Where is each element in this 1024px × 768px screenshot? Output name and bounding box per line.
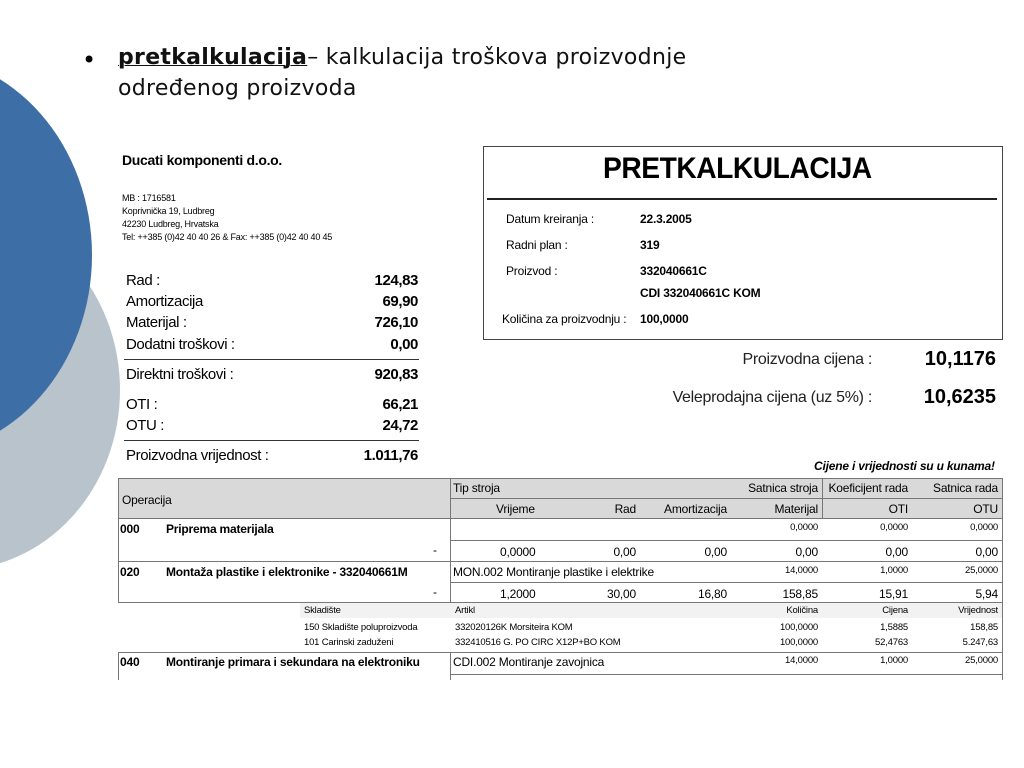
header-tip-stroja: Tip stroja: [453, 481, 500, 495]
field-label: Količina za proizvodnju :: [502, 312, 627, 326]
header-amortizacija: Amortizacija: [664, 502, 727, 516]
grid-line: [450, 478, 451, 602]
sub-header-vrijednost: Vrijednost: [958, 605, 998, 616]
sub-artikl: 332020126K Morsiteira KOM: [455, 622, 573, 633]
address-line: MB : 1716581: [122, 193, 176, 203]
company-address: [122, 192, 332, 244]
header-satnica-stroja: Satnica stroja: [748, 481, 818, 495]
grid-line: [118, 652, 119, 680]
op-satnica-rada: 0,0000: [970, 522, 998, 533]
grid-line: [450, 674, 1002, 675]
grid-line: [118, 518, 1002, 519]
sub-header-skladiste: Skladište: [304, 605, 341, 616]
sub-skladiste: 101 Carinski zaduženi: [304, 637, 394, 648]
sub-skladiste: 150 Skladište poluproizvoda: [304, 622, 418, 633]
op-vrijeme: 1,2000: [500, 587, 536, 601]
op-dash: -: [433, 543, 437, 557]
cost-label: Materijal :: [126, 314, 187, 331]
cost-value: 1.011,76: [363, 447, 418, 464]
address-line: 42230 Ludbreg, Hrvatska: [122, 219, 219, 229]
sub-artikl: 332410516 G. PO CIRC X12P+BO KOM: [455, 637, 621, 648]
op-otu: 5,94: [975, 587, 998, 601]
field-value: 319: [640, 238, 660, 252]
op-materijal: 0,00: [795, 545, 818, 559]
op-oti: 0,00: [885, 545, 908, 559]
cost-label: Amortizacija: [126, 293, 203, 310]
sub-header-artikl: Artikl: [455, 605, 475, 616]
sub-vrijednost: 5.247,63: [962, 637, 998, 648]
cost-value: 69,90: [382, 293, 418, 310]
company-name: Ducati komponenti d.o.o.: [122, 152, 283, 168]
grid-line: [450, 540, 1002, 541]
sub-header-kolicina: Količina: [786, 605, 818, 616]
op-satnica-stroja: 0,0000: [790, 522, 818, 533]
grid-line: [118, 652, 1002, 653]
field-value: 332040661C: [640, 264, 707, 278]
grid-line: [450, 582, 1002, 583]
cost-label: Direktni troškovi :: [126, 366, 234, 383]
sub-header-cijena: Cijena: [882, 605, 908, 616]
op-machine: CDI.002 Montiranje zavojnica: [453, 655, 605, 669]
cost-value: 66,21: [382, 396, 418, 413]
cost-row-amortizacija: [126, 293, 418, 314]
cost-row-direktni: [126, 366, 418, 387]
op-koeficijent: 0,0000: [880, 522, 908, 533]
divider: [124, 440, 419, 441]
header-koeficijent-rada: Koeficijent rada: [828, 481, 908, 495]
op-rad: 0,00: [613, 545, 636, 559]
grid-line: [118, 561, 1002, 562]
op-amortizacija: 16,80: [697, 587, 727, 601]
price-value: 10,6235: [923, 386, 996, 408]
address-line: Tel: ++385 (0)42 40 40 26 & Fax: ++385 (0)42 40 40 45: [122, 232, 333, 242]
field-value: 100,0000: [640, 312, 689, 326]
op-satnica-rada: 25,0000: [965, 565, 998, 576]
cost-value: 24,72: [382, 417, 418, 434]
pretkalkulacija-title: PRETKALKULACIJA: [603, 152, 872, 185]
cost-label: OTU :: [126, 417, 164, 434]
op-materijal: 158,85: [782, 587, 818, 601]
header-vrijeme: Vrijeme: [496, 502, 535, 516]
cost-row-otu: [126, 417, 418, 438]
header-otu: OTU: [973, 502, 998, 516]
op-vrijeme: 0,0000: [500, 545, 536, 559]
price-label: Veleprodajna cijena (uz 5%) :: [672, 389, 872, 406]
grid-line: [118, 478, 1002, 479]
cost-row-rad: [126, 272, 418, 293]
op-code: 040: [120, 655, 140, 669]
field-value: 22.3.2005: [640, 212, 692, 226]
cost-label: Dodatni troškovi :: [126, 336, 235, 353]
grid-line: [822, 478, 823, 518]
cost-label: OTI :: [126, 396, 158, 413]
sub-cijena: 52,4763: [875, 637, 908, 648]
divider: [124, 359, 419, 360]
op-oti: 15,91: [878, 587, 908, 601]
op-koeficijent: 1,0000: [880, 655, 908, 666]
op-otu: 0,00: [975, 545, 998, 559]
op-name: Montiranje primara i sekundara na elektroniku: [166, 655, 420, 669]
cost-value: 0,00: [390, 336, 418, 353]
cost-row-dodatni: [126, 336, 418, 357]
heading-definition-line1: – kalkulacija troškova proizvodnje: [307, 45, 687, 70]
op-rad: 30,00: [606, 587, 636, 601]
price-value: 10,1176: [924, 348, 996, 370]
heading-term: pretkalkulacija: [118, 45, 308, 70]
op-code: 020: [120, 565, 140, 579]
field-label: Datum kreiranja :: [506, 212, 594, 226]
cost-value: 124,83: [374, 272, 418, 289]
sub-cijena: 1,5885: [880, 622, 908, 633]
header-satnica-rada: Satnica rada: [933, 481, 998, 495]
cost-row-proizvodna-vrijednost: [126, 447, 418, 468]
price-label: Proizvodna cijena :: [742, 351, 872, 368]
op-machine: MON.002 Montiranje plastike i elektrike: [453, 565, 654, 579]
cost-label: Proizvodna vrijednost :: [126, 447, 269, 464]
field-label: Radni plan :: [506, 238, 568, 252]
header-oti: OTI: [888, 502, 908, 516]
heading-definition-line2: određenog proizvoda: [118, 76, 357, 101]
field-label: Proizvod :: [506, 264, 558, 278]
sub-kolicina: 100,0000: [779, 637, 818, 648]
sub-vrijednost: 158,85: [970, 622, 998, 633]
header-materijal: Materijal: [774, 502, 818, 516]
op-satnica-rada: 25,0000: [965, 655, 998, 666]
grid-line: [118, 602, 1002, 603]
op-satnica-stroja: 14,0000: [785, 565, 818, 576]
cost-label: Rad :: [126, 272, 160, 289]
op-satnica-stroja: 14,0000: [785, 655, 818, 666]
grid-line: [450, 652, 451, 680]
currency-note: Cijene i vrijednosti su u kunama!: [814, 459, 995, 473]
op-dash: -: [433, 585, 437, 599]
address-line: Koprivnička 19, Ludbreg: [122, 206, 215, 216]
op-amortizacija: 0,00: [704, 545, 727, 559]
op-name: Priprema materijala: [166, 522, 274, 536]
bullet-icon: •: [82, 46, 97, 74]
slide-heading: [118, 42, 818, 104]
sub-kolicina: 100,0000: [779, 622, 818, 633]
field-value: CDI 332040661C KOM: [640, 286, 761, 300]
header-operacija: Operacija: [122, 493, 172, 507]
cost-value: 920,83: [374, 366, 418, 383]
title-underline: [487, 198, 997, 200]
grid-line: [1002, 478, 1003, 680]
op-name: Montaža plastike i elektronike - 332040661M: [166, 565, 408, 579]
grid-line: [118, 478, 119, 602]
grid-line: [450, 498, 1002, 499]
header-rad: Rad: [614, 502, 636, 516]
cost-row-materijal: [126, 314, 418, 335]
cost-value: 726,10: [374, 314, 418, 331]
op-koeficijent: 1,0000: [880, 565, 908, 576]
op-code: 000: [120, 522, 140, 536]
cost-row-oti: [126, 396, 418, 417]
